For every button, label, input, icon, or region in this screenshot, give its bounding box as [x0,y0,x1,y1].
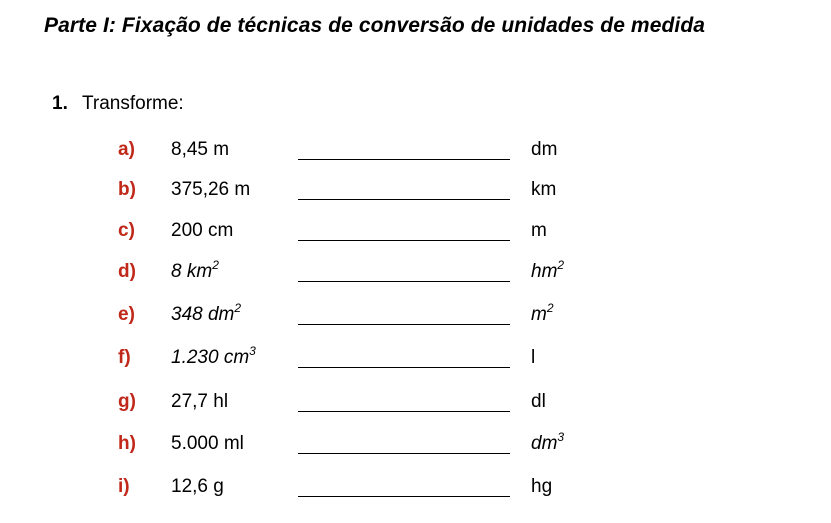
item-letter: c) [118,220,135,241]
answer-blank[interactable] [298,496,510,497]
exercise-item-i [0,476,831,506]
answer-blank[interactable] [298,199,510,200]
exercise-item-b [0,179,831,209]
exercise-item-g [0,391,831,421]
answer-blank[interactable] [298,324,510,325]
exercise-item-c [0,220,831,250]
item-value: 8,45 m [171,139,230,160]
question-header [52,93,184,115]
item-value: 27,7 hl [171,391,229,412]
item-letter: d) [118,261,136,282]
item-value: 1.230 $cm^3$ [171,344,256,368]
item-target-unit: $hm^2$ [531,258,565,282]
item-letter: a) [118,139,135,160]
question-number: 1. [52,93,68,114]
answer-blank[interactable] [298,240,510,241]
item-letter: g) [118,391,136,412]
answer-blank[interactable] [298,281,510,282]
item-value: 8 $km^2$ [171,258,219,282]
item-value: 375,26 m [171,179,251,200]
item-target-unit: l [531,347,536,368]
exercise-item-e [0,301,831,334]
item-letter: i) [118,476,130,497]
item-letter: f) [118,347,131,368]
item-letter: e) [118,304,135,325]
item-value: 12,6 g [171,476,224,497]
item-target-unit: $m^2$ [531,301,554,325]
answer-blank[interactable] [298,159,510,160]
exercise-item-h [0,430,831,463]
answer-blank[interactable] [298,367,510,368]
question-text: Transforme: [82,93,184,114]
item-target-unit: $dm^3$ [531,430,565,454]
answer-blank[interactable] [298,411,510,412]
item-letter: b) [118,179,136,200]
item-value: 348 $dm^2$ [171,301,242,325]
item-target-unit: km [531,179,557,200]
page-title: Parte I: Fixação de técnicas de conversão de unidades de medida [44,14,706,37]
item-target-unit: dl [531,391,546,412]
item-target-unit: dm [531,139,558,160]
item-value: 5.000 ml [171,433,244,454]
item-value: 200 cm [171,220,234,241]
item-letter: h) [118,433,136,454]
exercise-item-f [0,344,831,377]
item-target-unit: m [531,220,547,241]
exercise-item-a [0,139,831,169]
exercise-item-d [0,258,831,291]
item-target-unit: hg [531,476,553,497]
answer-blank[interactable] [298,453,510,454]
